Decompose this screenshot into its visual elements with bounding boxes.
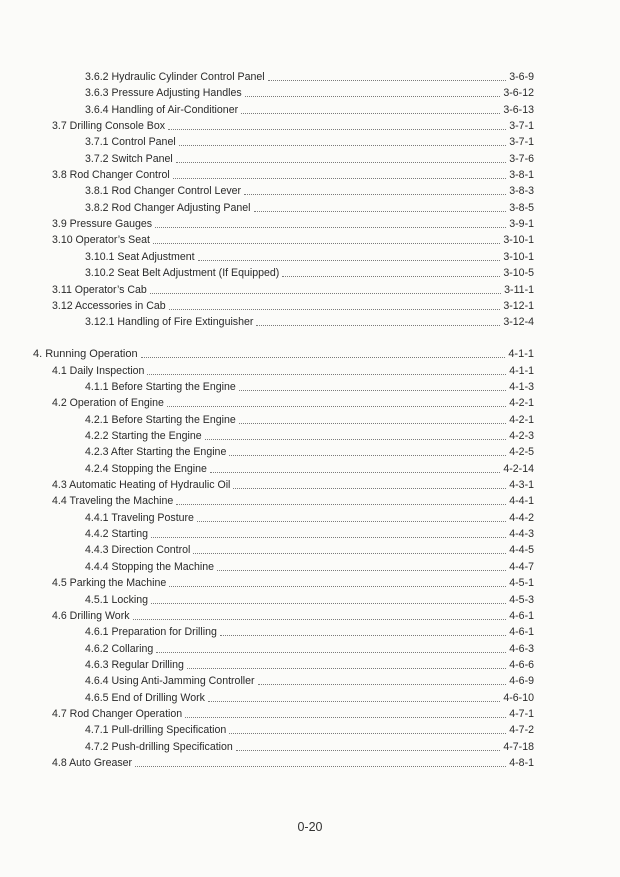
toc-entry-page: 4-1-3 (509, 381, 534, 393)
toc-entry-page: 3-6-9 (509, 71, 534, 83)
dot-leader (187, 668, 506, 669)
toc-entry (0, 445, 620, 459)
dot-leader (147, 374, 506, 375)
dot-leader (282, 276, 500, 277)
toc-entry-title: 3.6.2 Hydraulic Cylinder Control Panel (85, 71, 265, 83)
toc-entry-title: 4.6.2 Collaring (85, 643, 154, 655)
toc-entry-title: 3.9 Pressure Gauges (52, 218, 153, 230)
toc-entry (0, 283, 620, 297)
toc-entry (0, 233, 620, 247)
dot-leader (141, 357, 506, 358)
toc-entry-title: 4.2.1 Before Starting the Engine (85, 414, 236, 426)
toc-entry-title: 3.12.1 Handling of Fire Extinguisher (85, 316, 254, 328)
toc-entry (0, 723, 620, 737)
dot-leader (245, 96, 501, 97)
toc-entry-page: 4-6-1 (509, 610, 534, 622)
toc-entry (0, 576, 620, 590)
dot-leader (208, 701, 500, 702)
toc-entry-page: 4-2-5 (509, 446, 534, 458)
dot-leader (133, 619, 507, 620)
toc-entry-title: 3.8.1 Rod Changer Control Lever (85, 185, 242, 197)
toc-entry-title: 4.2 Operation of Engine (52, 397, 164, 409)
toc-entry-title: 3.7 Drilling Console Box (52, 120, 166, 132)
toc-entry-title: 4. Running Operation (33, 348, 138, 360)
dot-leader (229, 455, 506, 456)
toc-entry-title: 4.5 Parking the Machine (52, 577, 167, 589)
toc-entry-title: 4.4 Traveling the Machine (52, 495, 174, 507)
toc-entry (0, 478, 620, 492)
dot-leader (173, 178, 506, 179)
toc-entry-title: 4.7.2 Push-drilling Specification (85, 741, 233, 753)
toc-entry (0, 168, 620, 182)
toc-entry (0, 250, 620, 264)
toc-entry-title: 4.2.2 Starting the Engine (85, 430, 202, 442)
toc-entry (0, 593, 620, 607)
toc-entry (0, 511, 620, 525)
toc-entry-page: 3-10-1 (503, 251, 534, 263)
toc-entry-title: 3.12 Accessories in Cab (52, 300, 166, 312)
dot-leader (239, 390, 506, 391)
toc-entry-title: 4.3 Automatic Heating of Hydraulic Oil (52, 479, 231, 491)
toc-entry (0, 494, 620, 508)
toc-entry-title: 3.10.2 Seat Belt Adjustment (If Equipped) (85, 267, 280, 279)
toc-entry-page: 4-7-2 (509, 724, 534, 736)
toc-entry-title: 4.2.3 After Starting the Engine (85, 446, 227, 458)
dot-leader (185, 717, 506, 718)
toc-entry-title: 4.5.1 Locking (85, 594, 149, 606)
dot-leader (153, 243, 500, 244)
dot-leader (168, 129, 506, 130)
dot-leader (135, 766, 506, 767)
toc-entry-page: 3-11-1 (504, 284, 534, 296)
toc-entry-title: 4.7 Rod Changer Operation (52, 708, 183, 720)
toc-entry (0, 527, 620, 541)
dot-leader (244, 194, 506, 195)
toc-entry-page: 3-9-1 (509, 218, 534, 230)
toc-entry (0, 299, 620, 313)
toc-entry-page: 4-4-2 (509, 512, 534, 524)
toc-entry-page: 4-7-1 (509, 708, 534, 720)
toc-entry (0, 413, 620, 427)
toc-entry-title: 3.8 Rod Changer Control (52, 169, 170, 181)
toc-entry-title: 4.4.4 Stopping the Machine (85, 561, 214, 573)
toc-entry-page: 4-6-1 (509, 626, 534, 638)
toc-entry-title: 4.6.3 Regular Drilling (85, 659, 184, 671)
toc-entry-page: 3-8-5 (509, 202, 534, 214)
toc-entry-page: 4-6-10 (503, 692, 534, 704)
toc-entry-title: 4.7.1 Pull-drilling Specification (85, 724, 227, 736)
toc-entry-page: 4-6-9 (509, 675, 534, 687)
toc-entry-page: 3-7-1 (509, 120, 534, 132)
toc-entry-title: 4.6.1 Preparation for Drilling (85, 626, 217, 638)
dot-leader (220, 635, 506, 636)
dot-leader (193, 553, 506, 554)
toc-entry-page: 4-2-1 (509, 414, 534, 426)
toc-entry (0, 609, 620, 623)
toc-entry-title: 3.8.2 Rod Changer Adjusting Panel (85, 202, 251, 214)
toc-entry-page: 4-7-18 (503, 741, 534, 753)
toc-entry-page: 4-4-7 (509, 561, 534, 573)
toc-entry-page: 4-1-1 (508, 348, 534, 360)
dot-leader (176, 504, 506, 505)
toc-entry-page: 4-2-3 (509, 430, 534, 442)
toc-entry-title: 4.1 Daily Inspection (52, 365, 145, 377)
toc-entry-title: 4.4.3 Direction Control (85, 544, 191, 556)
dot-leader (217, 570, 506, 571)
toc-entry-page: 3-8-1 (509, 169, 534, 181)
toc-entry-page: 3-6-12 (503, 87, 534, 99)
dot-leader (169, 309, 501, 310)
toc-entry (0, 103, 620, 117)
toc-entry-page: 4-2-14 (503, 463, 534, 475)
page-number: 0-20 (297, 820, 323, 834)
toc-entry (0, 658, 620, 672)
toc-entry (0, 625, 620, 639)
toc-entry (0, 347, 620, 361)
toc-entry-page: 4-5-3 (509, 594, 534, 606)
dot-leader (241, 113, 500, 114)
toc-entry-page: 4-8-1 (509, 757, 534, 769)
toc-entry-title: 4.8 Auto Greaser (52, 757, 133, 769)
dot-leader (239, 423, 506, 424)
toc-entry (0, 217, 620, 231)
toc-entry-page: 4-5-1 (509, 577, 534, 589)
toc-entry-title: 4.4.1 Traveling Posture (85, 512, 194, 524)
toc-entry (0, 266, 620, 280)
toc-entry-title: 3.7.2 Switch Panel (85, 153, 173, 165)
toc-entry-page: 3-12-4 (503, 316, 534, 328)
toc-entry-page: 3-7-1 (509, 136, 534, 148)
toc-entry (0, 70, 620, 84)
toc-entry (0, 429, 620, 443)
toc-entry-page: 4-1-1 (509, 365, 534, 377)
toc-entry (0, 642, 620, 656)
toc-entry-page: 3-10-5 (503, 267, 534, 279)
dot-leader (229, 733, 506, 734)
dot-leader (210, 472, 500, 473)
toc-entry (0, 560, 620, 574)
toc-entry-page: 3-10-1 (503, 234, 534, 246)
toc-entry-title: 4.6.5 End of Drilling Work (85, 692, 205, 704)
toc-entry (0, 135, 620, 149)
toc-entry (0, 184, 620, 198)
toc-entry-page: 4-2-1 (509, 397, 534, 409)
dot-leader (236, 750, 501, 751)
dot-leader (155, 227, 506, 228)
toc-entry-title: 3.10.1 Seat Adjustment (85, 251, 195, 263)
toc-entry (0, 691, 620, 705)
dot-leader (258, 684, 507, 685)
toc-entry (0, 364, 620, 378)
toc-entry (0, 674, 620, 688)
toc-entry-page: 3-7-6 (509, 153, 534, 165)
toc-entry-title: 4.2.4 Stopping the Engine (85, 463, 207, 475)
toc-entry (0, 315, 620, 329)
toc-entry (0, 380, 620, 394)
toc-entry (0, 462, 620, 476)
dot-leader (169, 586, 506, 587)
toc-entry-page: 4-4-5 (509, 544, 534, 556)
dot-leader (268, 80, 507, 81)
toc-entry-page: 3-6-13 (503, 104, 534, 116)
dot-leader (150, 293, 501, 294)
toc-entry-title: 3.7.1 Control Panel (85, 136, 176, 148)
toc-entry-page: 4-4-3 (509, 528, 534, 540)
toc-entry (0, 119, 620, 133)
dot-leader (176, 162, 507, 163)
toc-entry (0, 86, 620, 100)
toc-entry (0, 707, 620, 721)
toc-entry-page: 4-3-1 (509, 479, 534, 491)
dot-leader (151, 603, 506, 604)
toc-entry (0, 756, 620, 770)
toc-entry-title: 3.6.4 Handling of Air-Conditioner (85, 104, 239, 116)
toc-entry-title: 4.6 Drilling Work (52, 610, 130, 622)
toc-entry-title: 4.1.1 Before Starting the Engine (85, 381, 236, 393)
toc-entry (0, 201, 620, 215)
toc-entry-title: 4.6.4 Using Anti-Jamming Controller (85, 675, 255, 687)
toc-entry-title: 3.10 Operator’s Seat (52, 234, 150, 246)
toc-entry-page: 4-4-1 (509, 495, 534, 507)
dot-leader (205, 439, 507, 440)
toc-entry (0, 152, 620, 166)
toc-entry-title: 3.6.3 Pressure Adjusting Handles (85, 87, 242, 99)
toc-entry (0, 740, 620, 754)
dot-leader (254, 211, 507, 212)
dot-leader (256, 325, 500, 326)
dot-leader (198, 260, 501, 261)
toc-entry (0, 396, 620, 410)
dot-leader (156, 652, 506, 653)
dot-leader (167, 406, 506, 407)
toc-entry-page: 4-6-3 (509, 643, 534, 655)
dot-leader (233, 488, 506, 489)
dot-leader (151, 537, 506, 538)
toc-entry-title: 4.4.2 Starting (85, 528, 149, 540)
toc-entry-title: 3.11 Operator’s Cab (52, 284, 147, 296)
toc-entry (0, 543, 620, 557)
toc-entry-page: 3-8-3 (509, 185, 534, 197)
dot-leader (197, 521, 506, 522)
toc-entry-page: 3-12-1 (503, 300, 534, 312)
toc-entry-page: 4-6-6 (509, 659, 534, 671)
dot-leader (179, 145, 507, 146)
